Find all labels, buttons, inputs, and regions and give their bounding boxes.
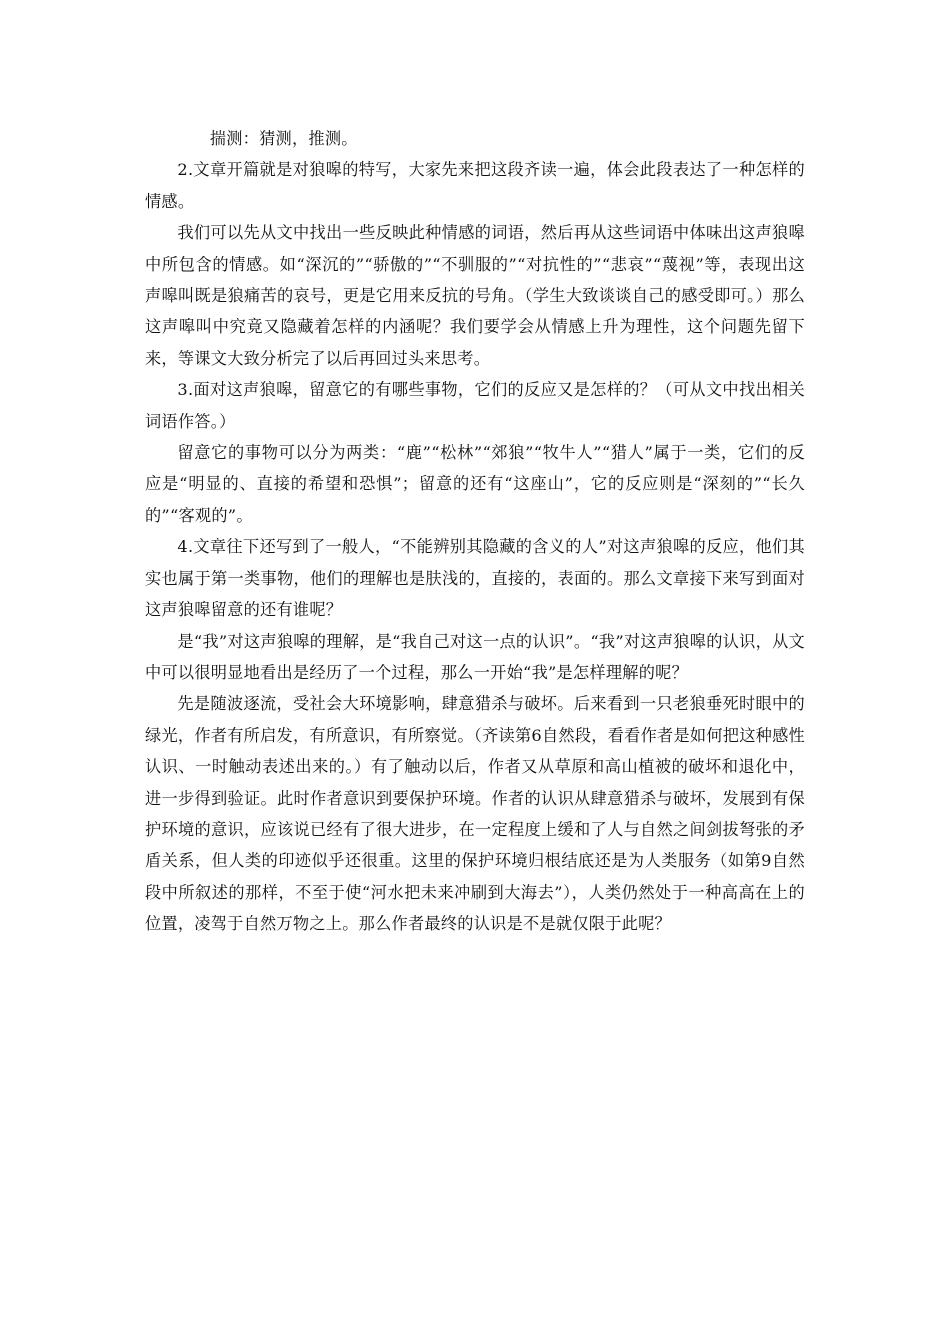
answer-4-part-2: 先是随波逐流，受社会大环境影响，肆意猎杀与破坏。后来看到一只老狼垂死时眼中的绿光，作者有所启发，有所意识，有所察觉。（齐读第6自然段，看看作者是如何把这种感性认识、一时触动表述出来的。）有了触动以后，作者又从草原和高山植被的破坏和退化中，进一步得到验证。此时作者意识到要保护环境。作者的认识从肆意猎杀与破坏，发展到有保护环境的意识，应该说已经有了很大进步，在一定程度上缓和了人与自然之间剑拔弩张的矛盾关系，但人类的印迹似乎还很重。这里的保护环境归根结底还是为人类服务（如第9自然段中所叙述的那样，不至于使“河水把未来冲刷到大海去”），人类仍然处于一种高高在上的位置，凌驾于自然万物之上。那么作者最终的认识是不是就仅限于此呢？ — [145, 694, 805, 934]
question-2: 2.文章开篇就是对狼嗥的特写，大家先来把这段齐读一遍，体会此段表达了一种怎样的情感。 — [145, 160, 805, 211]
vocabulary-definition: 揣测：猜测，推测。 — [209, 129, 358, 148]
answer-4-part-1: 是“我”对这声狼嗥的理解，是“我自己对这一点的认识”。“我”对这声狼嗥的认识，从文中可以很明显地看出是经历了一个过程，那么一开始“我”是怎样理解的呢？ — [145, 631, 805, 682]
question-4: 4.文章往下还写到了一般人，“不能辨别其隐藏的含义的人”对这声狼嗥的反应，他们其实也属于第一类事物，他们的理解也是肤浅的，直接的，表面的。那么文章接下来写到面对这声狼嗥留意的还有谁呢？ — [145, 537, 805, 620]
answer-2: 我们可以先从文中找出一些反映此种情感的词语，然后再从这些词语中体味出这声狼嗥中所包含的情感。如“深沉的”“骄傲的”“不驯服的”“对抗性的”“悲哀”“蔑视”等，表现出这声嗥叫既是狼痛苦的哀号，更是它用来反抗的号角。（学生大致谈谈自己的感受即可。）那么这声嗥叫中究竟又隐藏着怎样的内涵呢？我们要学会从情感上升为理性，这个问题先留下来，等课文大致分析完了以后再回过头来思考。 — [145, 223, 805, 368]
document-body — [145, 123, 805, 940]
answer-3: 留意它的事物可以分为两类：“鹿”“松林”“郊狼”“牧牛人”“猎人”属于一类，它们的反应是“明显的、直接的希望和恐惧”；留意的还有“这座山”，它的反应则是“深刻的”“长久的”“客观的”。 — [145, 443, 805, 525]
question-3: 3.面对这声狼嗥，留意它的有哪些事物，它们的反应又是怎样的？（可从文中找出相关词语作答。） — [145, 380, 805, 431]
